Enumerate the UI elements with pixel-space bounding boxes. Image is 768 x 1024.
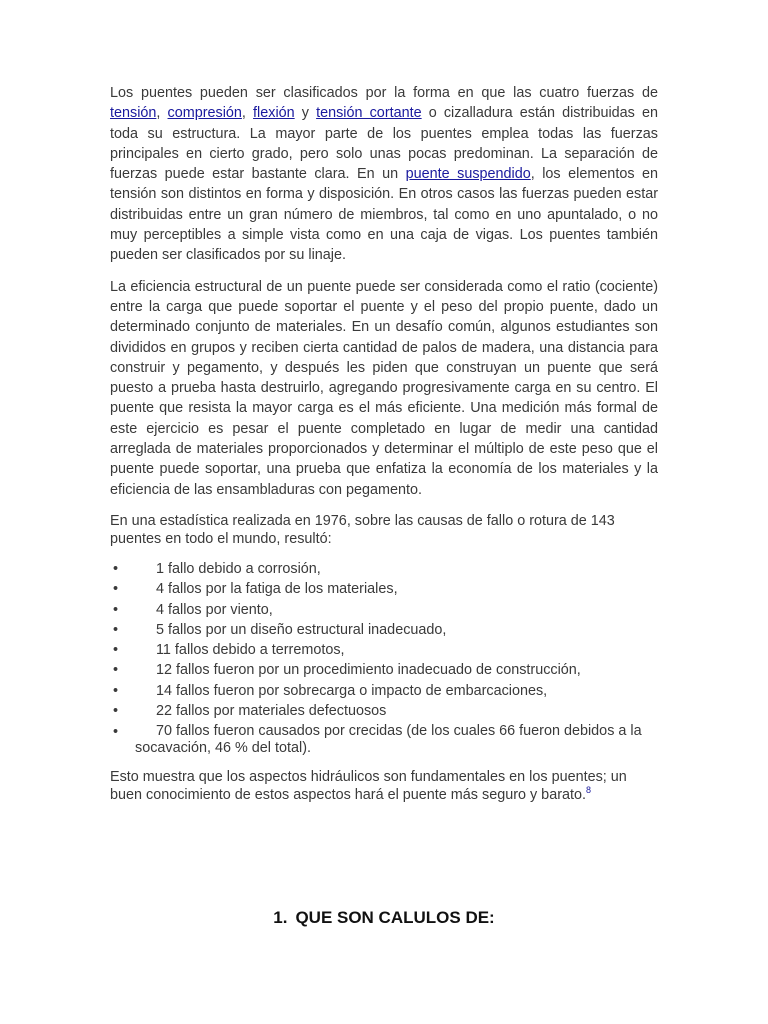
link-flexion[interactable]: flexión <box>253 105 295 122</box>
bullet-icon: • <box>113 724 119 741</box>
bullet-icon: • <box>113 703 119 720</box>
link-puente-suspendido[interactable]: puente suspendido <box>405 166 531 183</box>
list-item-text: 22 fallos por materiales defectuosos <box>156 703 387 720</box>
heading-number: 1. <box>273 908 288 927</box>
text-span: Los puentes pueden ser clasificados por la forma en que las cuatro fuerzas de <box>110 85 658 101</box>
heading-text: QUE SON CALULOS DE: <box>295 908 495 927</box>
link-tension-cortante[interactable]: tensión cortante <box>316 105 422 122</box>
footnote-reference[interactable]: 8 <box>586 785 592 796</box>
list-item <box>110 723 658 757</box>
bullet-icon: • <box>113 662 119 679</box>
text-span: Esto muestra que los aspectos hidráulicos son fundamentales en los puentes; un buen conocimiento de estos aspectos hará el puente más seguro y barato. <box>110 769 627 804</box>
bullet-icon: • <box>113 581 119 598</box>
document-body <box>110 83 658 804</box>
text-span: o cizalladura están distribuidas en toda su estructura. La mayor parte de los puentes emplea todas las fuerzas principales en cierto grado, pero solo unas pocas predominan. La separación de fuerzas puede estar bastante clara. En un <box>110 105 659 183</box>
failure-causes-list <box>110 559 658 757</box>
text-span: , los elementos en tensión son distintos en forma y disposición. En otros casos las fuerzas pueden estar distribuidas entre un gran número de miembros, tal como en uno apuntalado, o no muy perceptibles a simple vista como en una caja de vigas. Los puentes también pueden ser clasificados por su linaje. <box>110 166 659 264</box>
paragraph-statistics-intro: En una estadística realizada en 1976, sobre las causas de fallo o rotura de 143 puentes en todo el mundo, resultó: <box>110 512 615 547</box>
bullet-icon: • <box>113 682 119 699</box>
list-item <box>110 600 658 620</box>
separator: , <box>156 105 168 122</box>
separator: y <box>294 105 317 122</box>
list-item <box>110 681 658 701</box>
list-item <box>110 579 658 599</box>
paragraph-bridge-classification <box>110 83 658 266</box>
list-item <box>110 559 658 579</box>
list-item-text: 14 fallos fueron por sobrecarga o impacto de embarcaciones, <box>156 682 548 699</box>
list-item-text: 4 fallos por viento, <box>156 601 273 618</box>
list-item <box>110 660 658 680</box>
list-item-text: 1 fallo debido a corrosión, <box>156 560 321 577</box>
list-item-text: 70 fallos fueron causados por crecidas (de los cuales 66 fueron debidos a la socavación, 46 % del total). <box>135 723 642 757</box>
bullet-icon: • <box>113 642 119 659</box>
list-item-text: 12 fallos fueron por un procedimiento inadecuado de construcción, <box>156 662 581 679</box>
paragraph-structural-efficiency: La eficiencia estructural de un puente puede ser considerada como el ratio (cociente) entre la carga que puede soportar el puente y el peso del propio puente, dado un determinado conjunto de materiales. En un desafío común, algunos estudiantes son divididos en grupos y reciben cierta cantidad de palos de madera, una distancia para construir y pegamento, y después les piden que construyan un puente que será puesto a prueba hasta destruirlo, agregando progresivamente carga en su centro. El puente que resista la mayor carga es el más eficiente. Una medición más formal de este ejercicio es pesar el puente completado en lugar de medir una cantidad arreglada de materiales proporcionados y determinar el múltiplo de este peso que el puente puede soportar, una prueba que enfatiza la economía de los materiales y la eficiencia de las ensambladuras con pegamento. <box>110 278 658 498</box>
bullet-icon: • <box>113 621 119 638</box>
bullet-icon: • <box>113 601 119 618</box>
list-item <box>110 640 658 660</box>
link-compresion[interactable]: compresión <box>167 105 242 122</box>
list-item-text: 11 fallos debido a terremotos, <box>156 642 345 659</box>
paragraph-conclusion <box>110 768 658 804</box>
list-item-text: 4 fallos por la fatiga de los materiales, <box>156 581 398 598</box>
separator: , <box>241 105 254 122</box>
list-item <box>110 620 658 640</box>
section-heading <box>0 908 768 928</box>
link-tension[interactable]: tensión <box>110 105 157 122</box>
list-item-text: 5 fallos por un diseño estructural inadecuado, <box>156 621 447 638</box>
list-item <box>110 701 658 721</box>
bullet-icon: • <box>113 560 119 577</box>
